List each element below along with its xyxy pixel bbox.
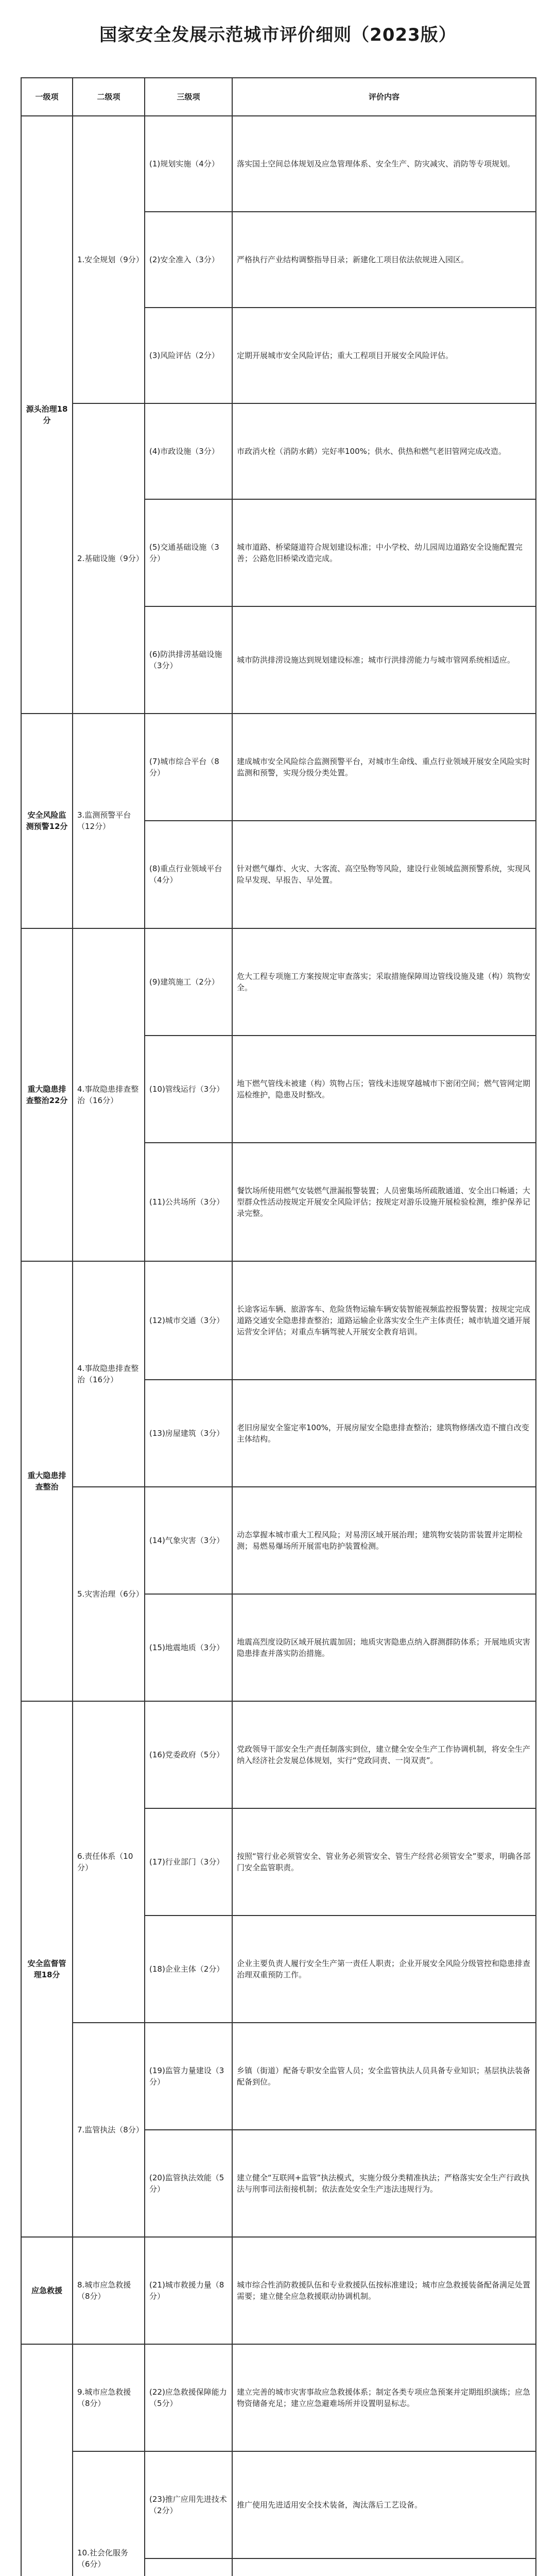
content-line: 针对燃气爆炸、火灾、大客流、高空坠物等风险，建设行业领域监测预警系统，实现风险早发现、早报告、早处置。 [237,864,531,885]
content-line: 危大工程专项施工方案按规定审查落实；采取措施保障周边管线设施及建（构）筑物安全。 [237,971,531,992]
level2-cell: 6.责任体系（10分） [73,1701,145,2023]
table-row [21,116,536,212]
content-line: 城市综合性消防救援队伍和专业救援队伍按标准建设；城市应急救援装备配备满足处置需要；建立健全应急救援联动协调机制。 [237,2280,531,2301]
content-line: 定期开展城市安全风险评估；重大工程项目开展安全风险评估。 [237,351,454,361]
level1-cell: 源头治理18分 [21,116,73,714]
level3-cell: (9)建筑施工（2分） [145,928,232,1036]
content-line: 长途客运车辆、旅游客车、危险货物运输车辆安装智能视频监控报警装置；按规定完成道路交通安全隐患排查整治；道路运输企业落实安全生产主体责任；城市轨道交通开展运营安全评估；对重点车辆驾驶人开展安全教育培训。 [237,1304,531,1336]
content-line: 按照“管行业必须管安全、管业务必须管安全、管生产经营必须管安全”要求，明确各部门安全监管职责。 [237,1852,531,1873]
level3-cell: (15)地震地质（3分） [145,1594,232,1701]
page-title: 国家安全发展示范城市评价细则（2023版） [99,25,457,45]
level1-cell: 应急救援 [21,2237,73,2344]
content-cell [232,1916,536,2023]
content-line: 落实国土空间总体规划及应急管理体系、安全生产、防灾减灾、消防等专项规划。 [237,159,515,169]
level3-cell: (5)交通基础设施（3分） [145,499,232,606]
content-line: 餐饮场所使用燃气安装燃气泄漏报警装置；人员密集场所疏散通道、安全出口畅通；大型群众性活动按规定开展安全风险评估；按规定对游乐设施开展检验检测，维护保养记录完整。 [237,1185,531,1218]
level2-cell: 4.事故隐患排查整治（16分） [73,1261,145,1487]
content-cell [232,1143,536,1261]
level2-cell: 7.监管执法（8分） [73,2023,145,2237]
content-cell [232,2344,536,2451]
content-cell [232,403,536,499]
level3-cell: (6)防洪排涝基础设施（3分） [145,606,232,714]
content-cell [232,2237,536,2344]
content-cell [232,714,536,821]
table-row [21,714,536,821]
level1-cell [21,2344,73,2576]
level3-cell: (12)城市交通（3分） [145,1261,232,1380]
header-level2: 二级项 [73,78,145,116]
level2-cell: 9.城市应急救援（8分） [73,2344,145,2451]
level3-cell: (19)监管力量建设（3分） [145,2023,232,2130]
content-cell [232,1808,536,1916]
content-line: 地震高烈度设防区域开展抗震加固；地质灾害隐患点纳入群测群防体系；开展地质灾害隐患排查并落实防治措施。 [237,1637,531,1658]
table-row [21,1487,536,1594]
level3-cell: (10)管线运行（3分） [145,1036,232,1143]
table-row [21,2023,536,2130]
level2-cell: 1.安全规划（9分） [73,116,145,403]
content-cell [232,499,536,606]
level3-cell: (4)市政设施（3分） [145,403,232,499]
level3-cell: (2)安全准入（3分） [145,212,232,308]
content-line: 城市防洪排涝设施达到规划建设标准；城市行洪排涝能力与城市管网系统相适应。 [237,655,515,665]
content-line: 企业主要负责人履行安全生产第一责任人职责；企业开展安全风险分级管控和隐患排查治理双重预防工作。 [237,1959,531,1980]
content-line: 严格执行产业结构调整指导目录；新建化工项目依法依规进入园区。 [237,255,469,265]
level2-cell: 3.监测预警平台（12分） [73,714,145,928]
content-cell [232,1036,536,1143]
level3-cell: (17)行业部门（3分） [145,1808,232,1916]
evaluation-table [21,77,536,2576]
content-cell [232,2558,536,2576]
level2-cell: 10.社会化服务（6分） [73,2451,145,2576]
content-line: 建立健全“互联网+监管”执法模式，实施分级分类精准执法；严格落实安全生产行政执法与刑事司法衔接机制；依法查处安全生产违法违规行为。 [237,2173,530,2194]
level3-cell: (18)企业主体（2分） [145,1916,232,2023]
content-cell [232,2130,536,2237]
table-header-row [21,78,536,116]
header-content: 评价内容 [232,78,536,116]
header-level1: 一级项 [21,78,73,116]
content-cell [232,928,536,1036]
content-cell [232,1701,536,1808]
level2-cell: 2.基础设施（9分） [73,403,145,714]
content-cell [232,2451,536,2558]
level3-cell: (13)房屋建筑（3分） [145,1380,232,1487]
level3-cell: (7)城市综合平台（8分） [145,714,232,821]
content-cell [232,606,536,714]
content-cell [232,1487,536,1594]
content-line: 建立完善的城市灾害事故应急救援体系；制定各类专项应急预案并定期组织演练；应急物资储备充足；建立应急避难场所并设置明显标志。 [237,2387,531,2409]
level3-cell: (11)公共场所（3分） [145,1143,232,1261]
content-line: 建成城市安全风险综合监测预警平台，对城市生命线、重点行业领域开展安全风险实时监测和预警，实现分级分类处置。 [237,757,531,778]
content-line: 党政领导干部安全生产责任制落实到位，建立健全安全生产工作协调机制，将安全生产纳入经济社会发展总体规划，实行“党政同责、一岗双责”。 [237,1744,531,1765]
level3-cell: (21)城市救援力量（8分） [145,2237,232,2344]
content-line: 地下燃气管线未被建（构）筑物占压；管线未违规穿越城市下密闭空间；燃气管网定期巡检维护，隐患及时整改。 [237,1078,531,1099]
level1-cell: 安全风险监测预警12分 [21,714,73,928]
table-row [21,2237,536,2344]
content-cell [232,1594,536,1701]
level3-cell: (1)规划实施（4分） [145,116,232,212]
content-cell [232,116,536,212]
content-line: 动态掌握本城市重大工程风险；对易涝区域开展治理；建筑物安装防雷装置并定期检测；易燃易爆场所开展雷电防护装置检测。 [237,1530,523,1551]
table-row [21,2451,536,2558]
level2-cell: 8.城市应急救援（8分） [73,2237,145,2344]
level3-cell: (23)推广应用先进技术（2分） [145,2451,232,2558]
level3-cell: (8)重点行业领域平台（4分） [145,821,232,928]
content-cell [232,1380,536,1487]
content-line: 市政消火栓（消防水鹤）完好率100%；供水、供热和燃气老旧管网完成改造。 [237,447,506,456]
level1-cell: 重大隐患排查整治 [21,1261,73,1701]
level3-cell: (3)风险评估（2分） [145,308,232,403]
content-line: 乡镇（街道）配备专职安全监管人员；安全监管执法人员具备专业知识；基层执法装备配备到位。 [237,2066,531,2087]
content-cell [232,1261,536,1380]
level3-cell: (22)应急救援保障能力（5分） [145,2344,232,2451]
content-cell [232,821,536,928]
level2-cell: 4.事故隐患排查整治（16分） [73,928,145,1261]
content-line: 老旧房屋安全鉴定率100%，开展房屋安全隐患排查整治；建筑物修缮改造不擅自改变主体结构。 [237,1422,529,1444]
table-row [21,2344,536,2451]
table-row [21,928,536,1036]
content-cell [232,212,536,308]
level1-cell: 安全监督管理18分 [21,1701,73,2237]
table-row [21,1701,536,1808]
level2-cell: 5.灾害治理（6分） [73,1487,145,1701]
level3-cell: (20)监管执法效能（5分） [145,2130,232,2237]
content-cell [232,308,536,403]
table-row [21,1261,536,1380]
table-row [21,403,536,499]
level1-cell: 重大隐患排查整治22分 [21,928,73,1261]
content-line: 城市道路、桥梁隧道符合规划建设标准；中小学校、幼儿园周边道路安全设施配置完善；公路危旧桥梁改造完成。 [237,543,523,564]
header-level3: 三级项 [145,78,232,116]
level3-cell: (14)气象灾害（3分） [145,1487,232,1594]
content-line: 推广使用先进适用安全技术装备，淘汰落后工艺设备。 [237,2500,423,2510]
content-cell [232,2023,536,2130]
level3-cell [145,2558,232,2576]
level3-cell: (16)党委政府（5分） [145,1701,232,1808]
